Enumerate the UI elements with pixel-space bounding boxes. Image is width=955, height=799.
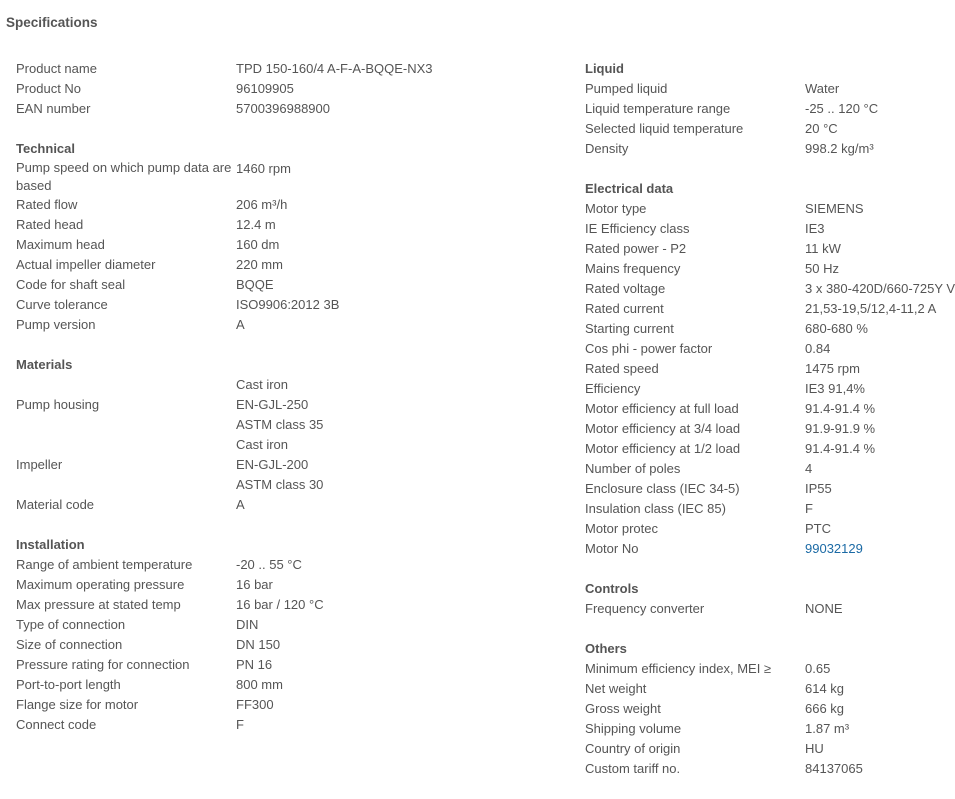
spec-label: Motor efficiency at 3/4 load	[585, 421, 741, 436]
spec-value: 1475 rpm	[805, 361, 860, 376]
spec-label: Curve tolerance	[16, 297, 108, 312]
spec-values	[236, 235, 279, 255]
spec-values	[236, 495, 245, 515]
spec-value: IE3 91,4%	[805, 381, 865, 396]
spec-label: Pressure rating for connection	[16, 657, 190, 672]
spec-value: 91.4-91.4 %	[805, 441, 876, 456]
spec-label: Density	[585, 141, 629, 156]
spec-value: -25 .. 120 °C	[805, 101, 879, 116]
spec-value: Cast iron	[236, 437, 289, 452]
section-heading: Liquid	[585, 61, 624, 76]
spec-row	[16, 635, 576, 655]
spec-values	[236, 675, 283, 695]
spec-row	[585, 519, 940, 539]
spec-row	[585, 499, 940, 519]
spec-row	[585, 739, 940, 759]
spec-row	[16, 715, 576, 735]
spec-row	[585, 279, 955, 299]
spec-row	[16, 295, 576, 315]
spec-row	[16, 655, 576, 675]
spec-values	[805, 539, 863, 559]
spec-values	[805, 319, 868, 339]
spec-row	[16, 235, 576, 255]
spec-row	[16, 555, 576, 575]
spec-values	[805, 719, 849, 739]
spec-value: 5700396988900	[236, 101, 330, 116]
section-heading: Electrical data	[585, 181, 674, 196]
spec-values	[805, 339, 830, 359]
spec-values	[805, 299, 936, 319]
spec-values	[805, 219, 825, 239]
spec-label: Rated power - P2	[585, 241, 687, 256]
spec-value: IP55	[805, 481, 832, 496]
spec-values	[236, 715, 244, 735]
section-heading: Controls	[585, 581, 639, 596]
spec-value: Cast iron	[236, 377, 289, 392]
spec-row	[585, 299, 940, 319]
spec-value: F	[805, 501, 813, 516]
spec-section-liquid	[585, 59, 940, 159]
spec-values	[236, 375, 323, 435]
spec-row	[16, 59, 576, 79]
spec-values	[805, 499, 813, 519]
spec-value: 220 mm	[236, 257, 283, 272]
spec-values	[236, 655, 272, 675]
spec-label: Type of connection	[16, 617, 126, 632]
spec-row	[16, 435, 576, 495]
spec-values	[805, 659, 830, 679]
spec-values	[805, 739, 824, 759]
spec-row	[585, 259, 940, 279]
spec-values	[805, 399, 875, 419]
spec-section-others	[585, 639, 940, 779]
spec-row	[16, 255, 576, 275]
spec-label: Range of ambient temperature	[16, 557, 193, 572]
spec-row	[16, 695, 576, 715]
spec-values	[805, 479, 832, 499]
spec-value: 84137065	[805, 761, 863, 776]
spec-value: A	[236, 497, 245, 512]
spec-label: Rated current	[585, 301, 664, 316]
spec-value: 91.4-91.4 %	[805, 401, 876, 416]
spec-value: PN 16	[236, 657, 273, 672]
spec-row	[585, 459, 940, 479]
spec-value: 160 dm	[236, 237, 280, 252]
spec-label: Product No	[16, 81, 82, 96]
spec-values	[805, 279, 955, 299]
spec-label: Max pressure at stated temp	[16, 597, 181, 612]
spec-label: IE Efficiency class	[585, 221, 690, 236]
spec-values	[805, 359, 860, 379]
spec-section-installation	[16, 535, 576, 735]
page-title: Specifications	[6, 15, 98, 30]
specs-left-column	[16, 59, 576, 755]
spec-value: NONE	[805, 601, 843, 616]
spec-label: Motor No	[585, 541, 639, 556]
spec-row	[16, 195, 576, 215]
spec-values	[236, 595, 324, 615]
spec-label: Rated speed	[585, 361, 659, 376]
spec-label: Connect code	[16, 717, 97, 732]
spec-row	[585, 719, 940, 739]
spec-value: 0.84	[805, 341, 831, 356]
spec-values	[805, 679, 844, 699]
spec-value: 614 kg	[805, 681, 845, 696]
spec-label: Pump speed on which pump data are based	[16, 160, 232, 193]
spec-label: Country of origin	[585, 741, 681, 756]
spec-values	[805, 99, 878, 119]
spec-row	[585, 119, 940, 139]
spec-row	[16, 675, 576, 695]
spec-label: Selected liquid temperature	[585, 121, 744, 136]
spec-label: Starting current	[585, 321, 674, 336]
spec-label: Insulation class (IEC 85)	[585, 501, 726, 516]
spec-row	[585, 99, 940, 119]
spec-value: EN-GJL-200	[236, 457, 309, 472]
spec-value: 206 m³/h	[236, 197, 288, 212]
spec-value: 50 Hz	[805, 261, 839, 276]
spec-values	[236, 79, 294, 99]
spec-value: ISO9906:2012 3B	[236, 297, 340, 312]
spec-label: Minimum efficiency index, MEI ≥	[585, 661, 772, 676]
spec-value: 1.87 m³	[805, 721, 850, 736]
spec-label: Code for shaft seal	[16, 277, 126, 292]
spec-row	[16, 575, 576, 595]
section-heading: Materials	[16, 357, 73, 372]
spec-value: 3 x 380-420D/660-725Y V	[805, 281, 955, 296]
spec-value: 16 bar / 120 °C	[236, 597, 324, 612]
spec-values	[805, 699, 844, 719]
spec-section-electrical-data	[585, 179, 955, 559]
spec-values	[236, 295, 339, 315]
spec-values	[805, 119, 838, 139]
spec-row	[585, 759, 940, 779]
spec-row	[585, 419, 940, 439]
spec-section-controls	[585, 579, 940, 619]
spec-value: 91.9-91.9 %	[805, 421, 876, 436]
spec-values	[805, 419, 875, 439]
spec-value: BQQE	[236, 277, 274, 292]
spec-row	[585, 339, 940, 359]
spec-value: 96109905	[236, 81, 294, 96]
spec-row	[585, 699, 940, 719]
spec-label: Shipping volume	[585, 721, 682, 736]
spec-label: Gross weight	[585, 701, 661, 716]
spec-label: Enclosure class (IEC 34-5)	[585, 481, 740, 496]
spec-values	[805, 759, 863, 779]
spec-values	[805, 459, 812, 479]
spec-value: 998.2 kg/m³	[805, 141, 874, 156]
spec-row	[585, 379, 940, 399]
spec-values	[236, 435, 323, 495]
spec-value: Water	[805, 81, 840, 96]
spec-row	[585, 439, 940, 459]
spec-label: Impeller	[16, 457, 63, 472]
spec-row	[16, 159, 576, 195]
spec-value: HU	[805, 741, 824, 756]
spec-value: 0.65	[805, 661, 831, 676]
spec-row	[585, 599, 940, 619]
spec-label: Flange size for motor	[16, 697, 139, 712]
specs-right-column	[585, 59, 955, 799]
spec-section-general	[16, 59, 576, 119]
spec-label: Number of poles	[585, 461, 681, 476]
spec-values	[236, 635, 280, 655]
spec-values	[236, 159, 291, 195]
spec-value: 21,53-19,5/12,4-11,2 A	[805, 301, 937, 316]
spec-label: Material code	[16, 497, 95, 512]
spec-label: Rated voltage	[585, 281, 666, 296]
spec-value: ASTM class 30	[236, 477, 324, 492]
spec-value: IE3	[805, 221, 825, 236]
spec-section-materials	[16, 355, 576, 515]
spec-row	[16, 99, 576, 119]
spec-values	[805, 79, 839, 99]
section-heading: Technical	[16, 141, 76, 156]
spec-label: Mains frequency	[585, 261, 681, 276]
spec-label: Cos phi - power factor	[585, 341, 713, 356]
spec-value: 20 °C	[805, 121, 838, 136]
spec-label: EAN number	[16, 101, 91, 116]
spec-values	[805, 239, 841, 259]
spec-row	[16, 79, 576, 99]
spec-row	[585, 139, 940, 159]
spec-label: Net weight	[585, 681, 647, 696]
spec-values	[236, 215, 276, 235]
spec-value: TPD 150-160/4 A-F-A-BQQE-NX3	[236, 61, 433, 76]
spec-label: Motor protec	[585, 521, 658, 536]
spec-label: Rated flow	[16, 197, 78, 212]
spec-value: EN-GJL-250	[236, 397, 309, 412]
section-heading: Installation	[16, 537, 85, 552]
spec-label: Motor efficiency at full load	[585, 401, 739, 416]
spec-values	[805, 519, 831, 539]
spec-row	[585, 219, 940, 239]
spec-value: 666 kg	[805, 701, 845, 716]
spec-row	[16, 275, 576, 295]
spec-section-technical	[16, 139, 576, 335]
spec-value: 11 kW	[805, 241, 841, 256]
spec-value: DIN	[236, 617, 259, 632]
spec-label: Port-to-port length	[16, 677, 121, 692]
spec-values	[236, 615, 258, 635]
spec-value: 16 bar	[236, 577, 273, 592]
spec-value-link[interactable]: 99032129	[805, 541, 863, 556]
spec-row	[585, 679, 940, 699]
spec-value: ASTM class 35	[236, 417, 324, 432]
spec-values	[236, 695, 274, 715]
spec-value: 1460 rpm	[236, 161, 291, 176]
spec-value: 680-680 %	[805, 321, 868, 336]
spec-label: Size of connection	[16, 637, 123, 652]
spec-values	[236, 315, 245, 335]
spec-values	[236, 275, 274, 295]
spec-values	[805, 139, 874, 159]
spec-label: Custom tariff no.	[585, 761, 681, 776]
spec-label: Pump version	[16, 317, 96, 332]
spec-row	[585, 399, 940, 419]
spec-value: A	[236, 317, 245, 332]
spec-row	[585, 539, 940, 559]
spec-values	[236, 59, 433, 79]
spec-label: Rated head	[16, 217, 84, 232]
spec-values	[236, 555, 302, 575]
spec-value: PTC	[805, 521, 831, 536]
spec-values	[805, 199, 864, 219]
spec-value: SIEMENS	[805, 201, 864, 216]
spec-values	[805, 379, 865, 399]
spec-values	[236, 99, 330, 119]
spec-label: Motor efficiency at 1/2 load	[585, 441, 741, 456]
spec-value: FF300	[236, 697, 274, 712]
spec-row	[585, 319, 940, 339]
spec-label: Efficiency	[585, 381, 641, 396]
spec-label: Product name	[16, 61, 97, 76]
spec-label: Frequency converter	[585, 601, 705, 616]
spec-value: DN 150	[236, 637, 281, 652]
spec-row	[585, 199, 940, 219]
spec-values	[236, 575, 273, 595]
spec-values	[236, 195, 287, 215]
spec-values	[805, 259, 839, 279]
spec-row	[16, 315, 576, 335]
spec-row	[16, 595, 576, 615]
spec-row	[585, 239, 940, 259]
spec-row	[16, 615, 576, 635]
section-heading: Others	[585, 641, 627, 656]
spec-label: Pumped liquid	[585, 81, 668, 96]
spec-value: 4	[805, 461, 813, 476]
spec-row	[16, 495, 576, 515]
spec-label: Liquid temperature range	[585, 101, 731, 116]
spec-value: F	[236, 717, 244, 732]
spec-row	[585, 659, 940, 679]
spec-row	[585, 79, 940, 99]
spec-label: Actual impeller diameter	[16, 257, 156, 272]
spec-label: Maximum head	[16, 237, 105, 252]
spec-values	[236, 255, 283, 275]
spec-values	[805, 599, 843, 619]
spec-value: 12.4 m	[236, 217, 276, 232]
spec-label: Pump housing	[16, 397, 100, 412]
spec-row	[585, 359, 940, 379]
spec-label: Maximum operating pressure	[16, 577, 185, 592]
spec-label: Motor type	[585, 201, 647, 216]
spec-row	[16, 375, 576, 435]
spec-values	[805, 439, 875, 459]
spec-value: 800 mm	[236, 677, 283, 692]
spec-row	[16, 215, 576, 235]
spec-value: -20 .. 55 °C	[236, 557, 302, 572]
spec-row	[585, 479, 940, 499]
